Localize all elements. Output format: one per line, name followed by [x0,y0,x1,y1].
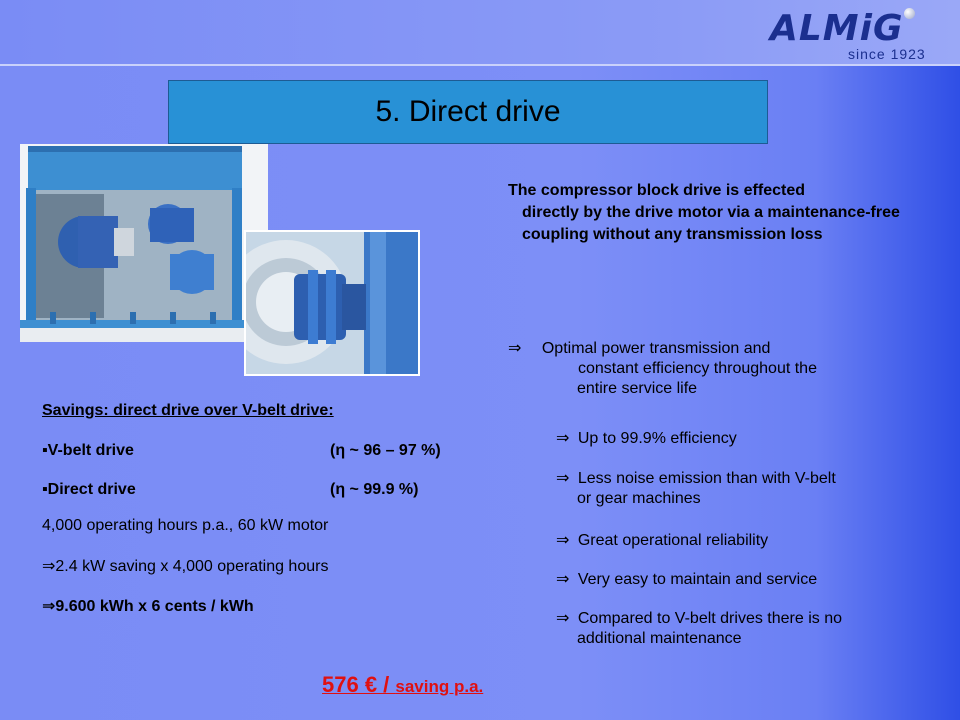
intro-paragraph [508,180,938,246]
benefit-main-line1: Optimal power transmission and [541,340,771,357]
vbelt-efficiency: (η ~ 96 – 97 %) [330,442,441,459]
benefit-item-line1: Great operational reliability [577,532,769,549]
benefit-item-line1: Up to 99.9% efficiency [577,430,737,447]
benefit-main [508,338,948,399]
saving-result [322,672,483,698]
arrow-icon: ⇒ [556,569,570,588]
almig-logo [770,8,946,64]
vbelt-row [42,442,441,460]
logo-wordmark: ALMiG [770,8,904,49]
direct-label: ▪Direct drive [42,481,136,498]
benefit-item [556,428,946,449]
arrow-icon: ⇒ [42,596,56,615]
coupling-illustration [246,232,418,374]
coupling-photo [244,230,420,376]
slide-title-box [168,80,768,144]
intro-line-rest: directly by the drive motor via a maintenance-free coupling without any transmission loss [522,204,900,243]
savings-heading: Savings: direct drive over V-belt drive: [42,402,334,419]
arrow-icon: ⇒ [556,608,570,627]
slide-title: 5. Direct drive [375,95,561,128]
direct-row [42,481,419,499]
compressor-illustration [20,144,268,342]
calc-text-2: 9.600 kWh x 6 cents / kWh [55,598,254,615]
calc-line-1 [42,556,328,576]
intro-line-first: The compressor block drive is effected [508,182,805,199]
hours-line: 4,000 operating hours p.a., 60 kW motor [42,517,329,534]
compressor-photo [20,144,268,342]
logo-dot-icon [904,8,915,19]
arrow-icon: ⇒ [508,338,522,357]
calc-text-1: 2.4 kW saving x 4,000 operating hours [55,558,329,575]
direct-efficiency: (η ~ 99.9 %) [330,481,419,498]
arrow-icon: ⇒ [556,468,570,487]
benefit-item-line1: Less noise emission than with V-belt [577,470,836,487]
saving-text: saving p.a. [395,677,484,696]
benefit-item-line2: additional maintenance [577,630,742,647]
arrow-icon: ⇒ [556,428,570,447]
benefit-item-line1: Compared to V-belt drives there is no [577,610,842,627]
benefit-item-line1: Very easy to maintain and service [577,571,818,588]
arrow-icon: ⇒ [556,530,570,549]
calc-line-2 [42,596,254,616]
benefit-item [556,569,946,590]
header-divider [0,64,960,66]
vbelt-label: ▪V-belt drive [42,442,134,459]
benefit-item [556,468,946,509]
benefit-main-line2: constant efficiency throughout the [578,360,817,377]
arrow-icon: ⇒ [42,556,56,575]
benefit-item-line2: or gear machines [577,490,701,507]
benefit-item [556,530,946,551]
benefit-item [556,608,946,649]
saving-amount: 576 € / [322,672,396,697]
benefit-main-line3: entire service life [577,380,698,397]
logo-since: since 1923 [848,46,926,62]
